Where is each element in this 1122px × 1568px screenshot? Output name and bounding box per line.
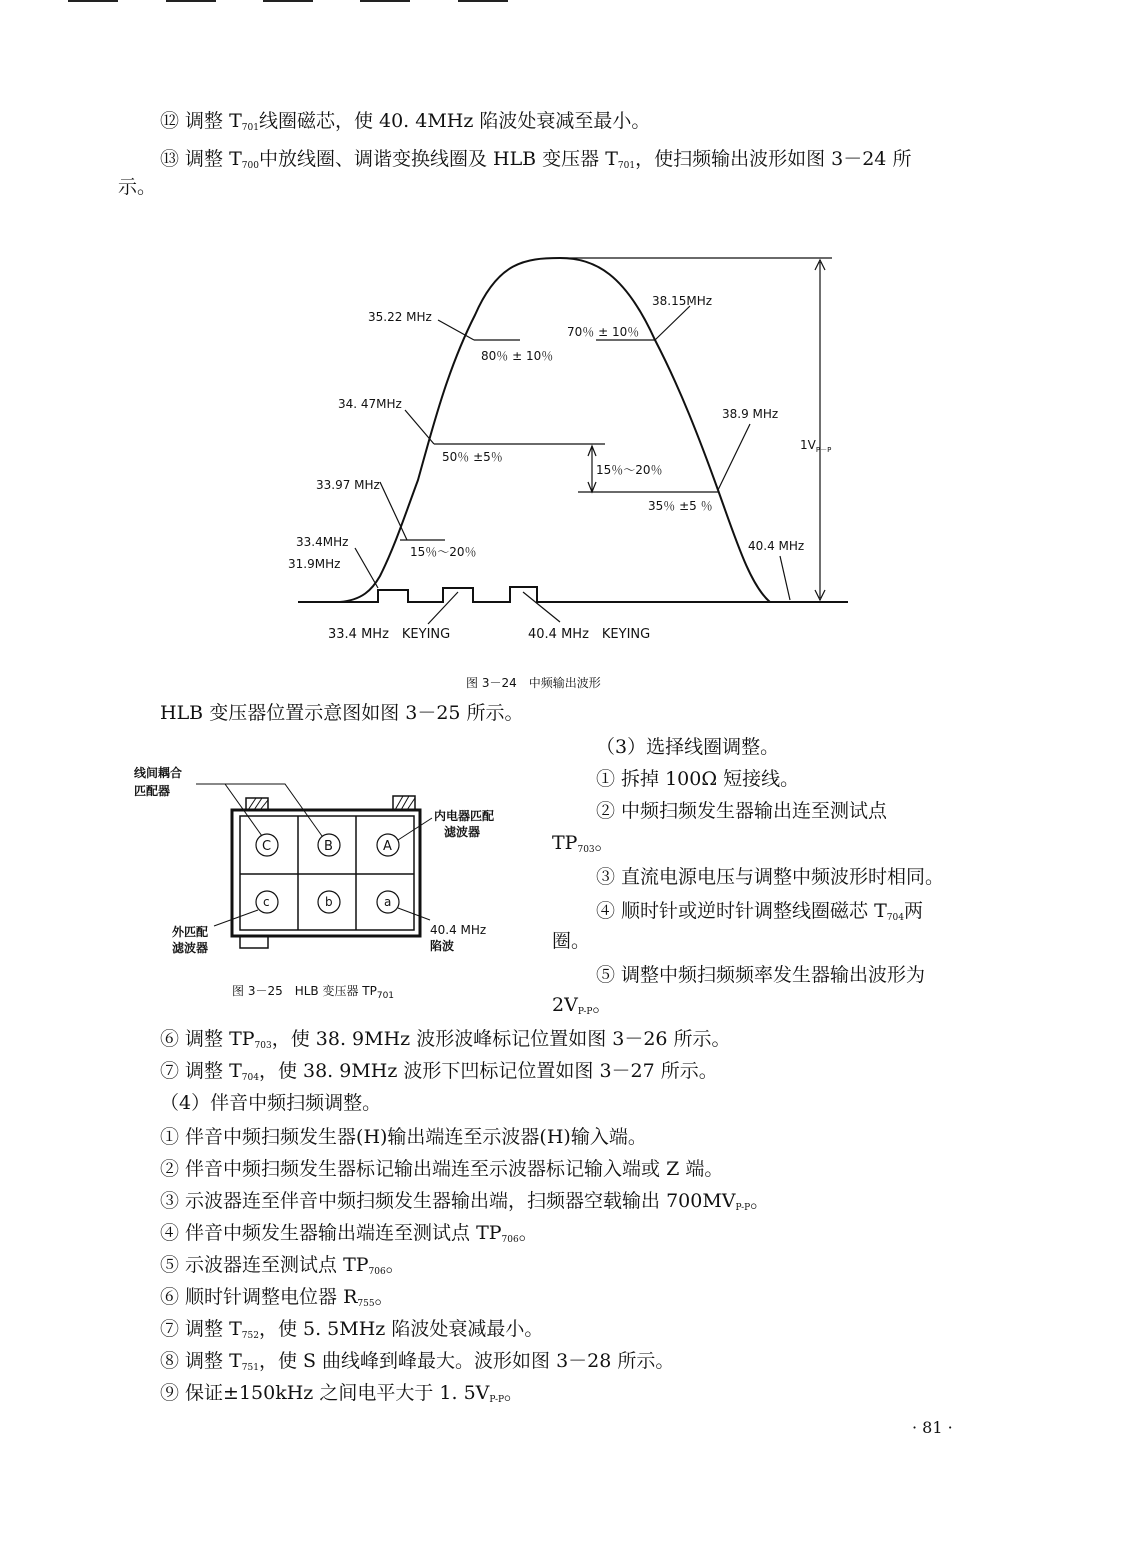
cell-label-A: A: [383, 839, 392, 854]
right-r5: ④ 顺时针或逆时针调整线圈磁芯 $T_{704}$两: [596, 900, 923, 923]
label-38-9: 38.9 MHz: [722, 407, 779, 421]
label-50pct: 50％ ±5％: [442, 450, 503, 464]
step-b8: （4）伴音中频扫频调整。: [160, 1092, 382, 1114]
right-r4: ③ 直流电源电压与调整中频波形时相同。: [596, 866, 945, 888]
right-r2: ① 拆掉 100Ω 短接线。: [596, 768, 800, 790]
label-trap: 陷波: [430, 939, 455, 953]
label-35pct: 35％ ±5 ％: [648, 499, 713, 513]
step-b7: ⑦ 调整 $T_{704}$，使 38. 9MHz 波形下凹标记位置如图 3－27 所示。: [160, 1060, 718, 1083]
label-70pct: 70％ ± 10％: [567, 325, 640, 339]
if-output-waveform-figure: [0, 0, 1122, 700]
step-b15: ⑦ 调整 $T_{752}$，使 5. 5MHz 陷波处衰减最小。: [160, 1318, 544, 1341]
cell-label-c: c: [263, 895, 270, 909]
label-34-47: 34. 47MHz: [338, 397, 402, 411]
hlb-intro: HLB 变压器位置示意图如图 3－25 所示。: [160, 702, 524, 724]
right-r1: （3）选择线圈调整。: [596, 736, 780, 758]
cell-label-C: C: [262, 839, 272, 854]
step-b10: ② 伴音中频扫频发生器标记输出端连至示波器标记输入端或 Z 端。: [160, 1158, 724, 1180]
step-13-cont: 示。: [118, 176, 157, 198]
right-r6: ⑤ 调整中频扫频频率发生器输出波形为: [596, 964, 926, 986]
label-keying-33-4: 33.4 MHz KEYING: [328, 627, 451, 642]
right-r6b: $2V_{P-P}$。: [552, 994, 612, 1017]
right-r3b: $TP_{703}$。: [552, 832, 614, 855]
label-internal-filter-2: 滤波器: [444, 825, 481, 839]
label-internal-filter-1: 内电器匹配: [434, 809, 495, 823]
step-b14: ⑥ 顺时针调整电位器 $R_{755}$。: [160, 1286, 394, 1309]
label-line-coupler-1: 线间耦合: [134, 766, 183, 780]
label-15-20-right: 15％～20％: [596, 463, 663, 477]
step-b9: ① 伴音中频扫频发生器(H)输出端连至示波器(H)输入端。: [160, 1126, 647, 1148]
hlb-transformer-figure: [0, 740, 560, 1000]
page-number: · 81 ·: [912, 1418, 953, 1437]
cell-label-b: b: [325, 895, 333, 909]
baseline-keying: [298, 587, 848, 602]
right-r3: ② 中频扫频发生器输出连至测试点: [596, 800, 888, 822]
right-r5b: 圈。: [552, 930, 591, 952]
cell-label-a: a: [384, 895, 392, 909]
label-35-22: 35.22 MHz: [368, 310, 432, 324]
step-13: ⑬ 调整 $T_{700}$中放线圈、调谐变换线圈及 HLB 变压器 $T_{701}$，使扫频输出波形如图 3－24 所: [160, 148, 912, 171]
label-keying-40-4: 40.4 MHz KEYING: [528, 627, 651, 642]
label-line-coupler-2: 匹配器: [134, 784, 171, 798]
step-b16: ⑧ 调整 $T_{751}$，使 S 曲线峰到峰最大。波形如图 3－28 所示。: [160, 1350, 675, 1373]
label-31-9: 31.9MHz: [288, 557, 341, 571]
step-b17: ⑨ 保证±150kHz 之间电平大于 1. $5V_{P-P}$。: [160, 1382, 524, 1405]
label-33-97: 33.97 MHz: [316, 478, 380, 492]
step-b12: ④ 伴音中频发生器输出端连至测试点 $TP_{706}$。: [160, 1222, 538, 1245]
label-external-filter-1: 外匹配: [172, 925, 209, 939]
step-b11: ③ 示波器连至伴音中频扫频发生器输出端，扫频器空载输出 $700MV_{P-P}$。: [160, 1190, 770, 1213]
cell-label-B: B: [324, 839, 333, 854]
label-vpp: $1V_{P-P}$: [800, 438, 832, 454]
label-38-15: 38.15MHz: [652, 294, 713, 308]
label-15-20-left: 15％～20％: [410, 545, 477, 559]
step-b13: ⑤ 示波器连至测试点 $TP_{706}$。: [160, 1254, 405, 1277]
label-33-4: 33.4MHz: [296, 535, 349, 549]
label-40-4: 40.4 MHz: [748, 539, 805, 553]
label-external-filter-2: 滤波器: [172, 941, 209, 955]
label-80pct: 80％ ± 10％: [481, 349, 554, 363]
figure-3-25-caption: 图 3－25 HLB 变压器 $TP_{701}$: [232, 984, 395, 1001]
step-12: ⑫ 调整 $T_{701}$线圈磁芯，使 40. 4MHz 陷波处衰减至最小。: [160, 110, 651, 133]
step-b6: ⑥ 调整 $TP_{703}$，使 38. 9MHz 波形波峰标记位置如图 3－26 所示。: [160, 1028, 731, 1051]
figure-3-24-caption: 图 3－24 中频输出波形: [466, 676, 601, 690]
label-trap-freq: 40.4 MHz: [430, 923, 487, 937]
